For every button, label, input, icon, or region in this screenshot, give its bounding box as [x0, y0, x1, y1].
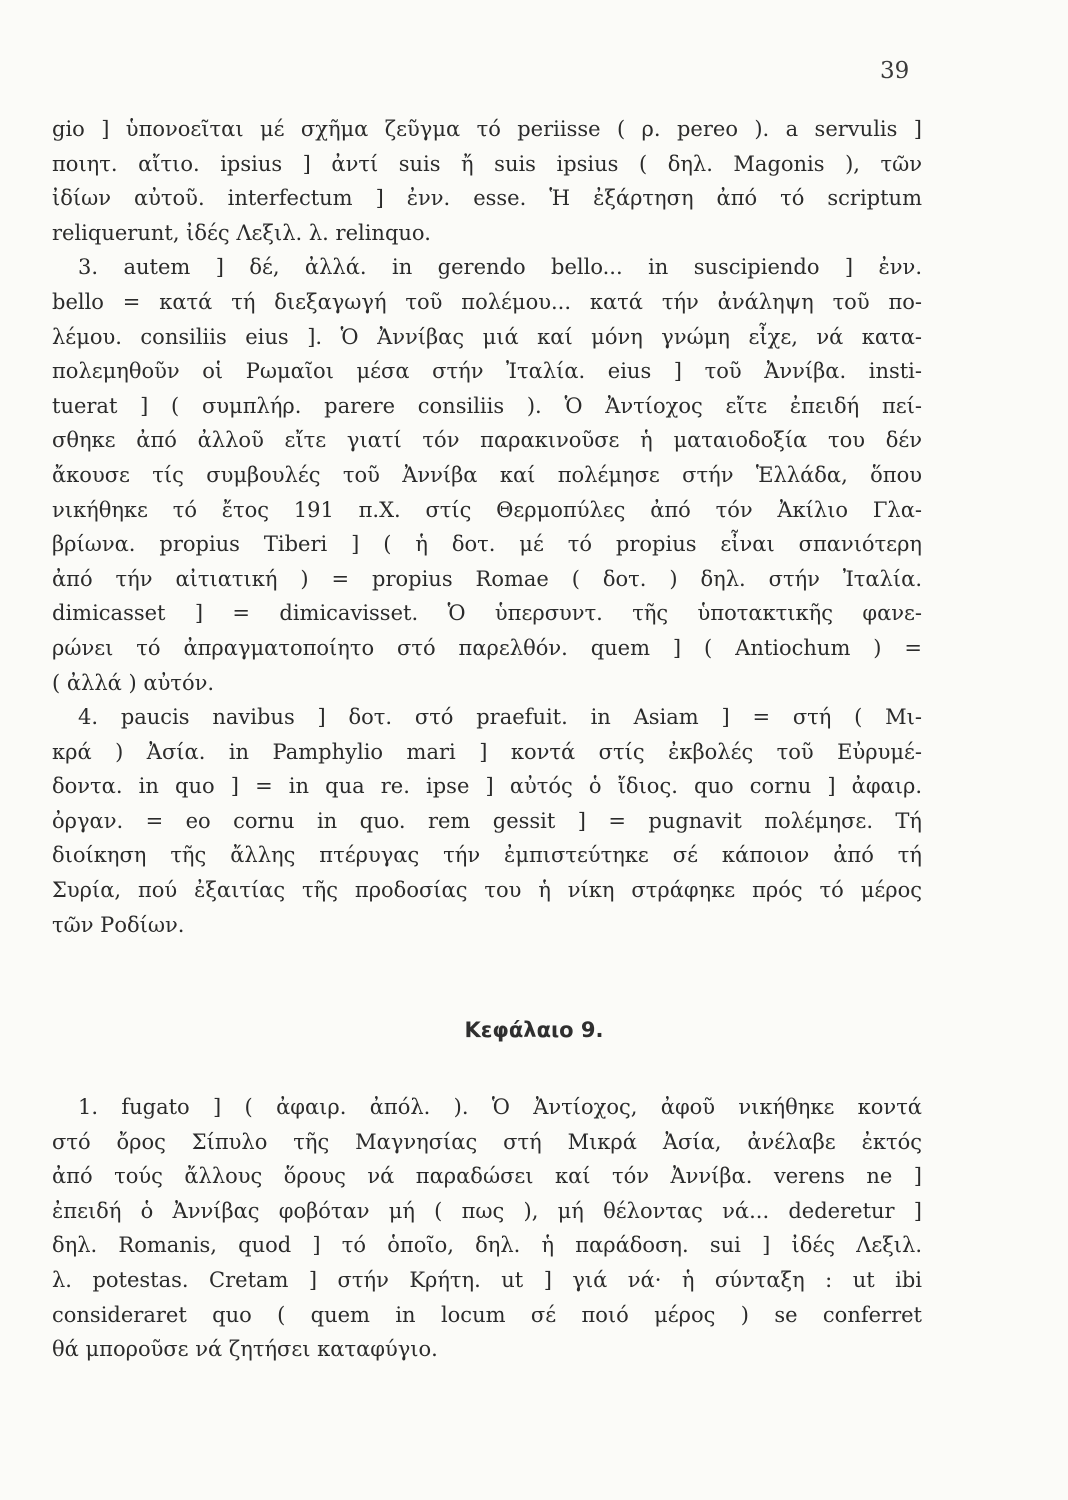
- chapter-heading: Κεφάλαιο 9.: [464, 1018, 604, 1042]
- text-line: 1. fugato ] ( ἀφαιρ. ἀπόλ. ). Ὁ Ἀντίοχος, ἀφοῦ νικήθηκε κοντά: [78, 1095, 922, 1119]
- text-line: βρίωνα. propius Tiberi ] ( ἡ δοτ. μέ τό propius εἶναι σπανιότερη: [52, 532, 922, 557]
- text-line: tuerat ] ( συμπλήρ. parere consiliis ). Ὁ Ἀντίοχος εἴτε ἐπειδή πεί-: [52, 393, 922, 418]
- text-line: λ. potestas. Cretam ] στήν Κρήτη. ut ] γιά νά· ἡ σύνταξη : ut ibi: [52, 1267, 922, 1292]
- text-line: bello = κατά τή διεξαγωγή τοῦ πολέμου... κατά τήν ἀνάληψη τοῦ πο-: [52, 289, 922, 314]
- text-line: consideraret quo ( quem in locum σέ ποιό μέρος ) se conferret: [52, 1302, 922, 1327]
- text-line: ἄκουσε τίς συμβουλές τοῦ Ἀννίβα καί πολέμησε στήν Ἑλλάδα, ὅπου: [52, 462, 922, 487]
- text-line: νικήθηκε τό ἔτος 191 π.Χ. στίς Θερμοπύλες ἀπό τόν Ἀκίλιο Γλα-: [52, 497, 922, 522]
- text-line: ἀπό τήν αἰτιατική ) = propius Romae ( δοτ. ) δηλ. στήν Ἰταλία.: [52, 566, 922, 591]
- text-line: διοίκηση τῆς ἄλλης πτέρυγας τήν ἐμπιστεύτηκε σέ κάποιον ἀπό τή: [52, 843, 922, 868]
- text-line: δηλ. Romanis, quod ] τό ὁποῖο, δηλ. ἡ παράδοση. sui ] ἰδές Λεξιλ.: [52, 1233, 922, 1258]
- text-line: ὀργαν. = eo cornu in quo. rem gessit ] = pugnavit πολέμησε. Τή: [52, 808, 922, 833]
- text-line: δοντα. in quo ] = in qua re. ipse ] αὐτός ὁ ἴδιος. quo cornu ] ἀφαιρ.: [52, 774, 922, 799]
- text-line: ποιητ. αἴτιο. ipsius ] ἀντί suis ἤ suis ipsius ( δηλ. Magonis ), τῶν: [52, 151, 922, 176]
- text-line: gio ] ὑπονοεῖται μέ σχῆμα ζεῦγμα τό periisse ( ρ. pereo ). a servulis ]: [52, 117, 922, 141]
- text-line: τῶν Ροδίων.: [52, 912, 185, 937]
- text-line: ἀπό τούς ἄλλους ὅρους νά παραδώσει καί τόν Ἀννίβα. verens ne ]: [52, 1164, 922, 1189]
- text-line: reliquerunt, ἰδές Λεξιλ. λ. relinquo.: [52, 220, 431, 245]
- text-line: Συρία, πού ἐξαιτίας τῆς προδοσίας του ἡ νίκη στράφηκε πρός τό μέρος: [52, 878, 922, 903]
- chapter-9-notes: [52, 1090, 922, 1367]
- text-line: dimicasset ] = dimicavisset. Ὁ ὑπερσυντ. τῆς ὑποτακτικῆς φανε-: [52, 601, 922, 626]
- chapter-8-notes: [52, 112, 922, 942]
- text-line: 3. autem ] δέ, ἀλλά. in gerendo bello... in suscipiendo ] ἐνν.: [78, 255, 922, 280]
- text-line: ἰδίων αὐτοῦ. interfectum ] ἐνν. esse. Ἡ ἐξάρτηση ἀπό τό scriptum: [52, 186, 922, 211]
- text-line: ( ἀλλά ) αὐτόν.: [52, 670, 215, 695]
- text-line: στό ὄρος Σίπυλο τῆς Μαγνησίας στή Μικρά Ἀσία, ἀνέλαβε ἐκτός: [52, 1129, 922, 1154]
- text-line: ρώνει τό ἀπραγματοποίητο στό παρελθόν. quem ] ( Antiochum ) =: [52, 635, 922, 660]
- text-line: θά μποροῦσε νά ζητήσει καταφύγιο.: [52, 1337, 438, 1362]
- text-line: πολεμηθοῦν οἱ Ρωμαῖοι μέσα στήν Ἰταλία. eius ] τοῦ Ἀννίβα. insti-: [52, 359, 922, 384]
- text-line: κρά ) Ἀσία. in Pamphylio mari ] κοντά στίς ἐκβολές τοῦ Εὐρυμέ-: [52, 739, 922, 764]
- page-number: 39: [880, 58, 910, 84]
- text-line: ἐπειδή ὁ Ἀννίβας φοβόταν μή ( πως ), μή θέλοντας νά... dederetur ]: [52, 1198, 922, 1223]
- text-line: 4. paucis navibus ] δοτ. στό praefuit. in Asiam ] = στή ( Μι-: [78, 705, 922, 730]
- text-line: λέμου. consiliis eius ]. Ὁ Ἀννίβας μιά καί μόνη γνώμη εἶχε, νά κατα-: [52, 324, 922, 349]
- text-line: σθηκε ἀπό ἀλλοῦ εἴτε γιατί τόν παρακινοῦσε ἡ ματαιοδοξία του δέν: [52, 428, 922, 453]
